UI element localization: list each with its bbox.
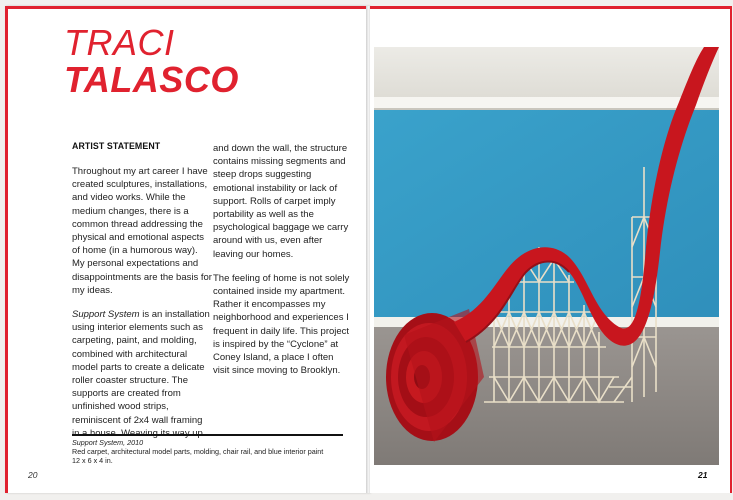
statement-column-2 [213, 142, 352, 388]
upper-wall [374, 47, 719, 99]
statement-paragraph-2-text: is an installation using interior elements such as carpeting, paint, and molding, combined with architectural model parts to create a delicate roller coaster structure. The supports are created from unfinished wood strips, reminiscent of 2x4 wall framing [72, 309, 210, 426]
artist-first-name: TRACI [64, 22, 175, 63]
photo-caption [72, 438, 357, 466]
statement-paragraph-2 [72, 308, 212, 440]
caption-dimensions: 12 x 6 x 4 in. [72, 456, 113, 466]
artist-last-name: TALASCO [64, 59, 239, 100]
artwork-photo [374, 47, 719, 465]
caption-title: Support System, 2010 [72, 438, 144, 447]
artist-statement-heading: ARTIST STATEMENT [72, 141, 161, 151]
caption-materials: Red carpet, architectural model parts, molding, chair rail, and blue interior paint [72, 447, 324, 457]
page-number-right: 21 [698, 470, 708, 480]
page-number-left: 20 [28, 470, 38, 480]
statement-column-1 [72, 165, 212, 451]
statement-paragraph-1: Throughout my art career I have created sculptures, installations, and video works. While the medium changes, there is a common thread addressing the physical and emotional aspects of home (in a humorous way). My personal expectations and disappointments are the basis for my ideas. [72, 166, 212, 296]
statement-paragraph-3: and down the wall, the structure contains missing segments and steep drops suggesting emotional instability or lack of support. Rolls of carpet imply portability as well as the psychological baggage we carry around with us, even after leaving our homes. [213, 143, 349, 260]
chair-rail-molding [374, 97, 719, 109]
molding-shadow [374, 108, 719, 110]
artwork-photo-svg [374, 47, 719, 465]
artwork-title-inline: Support System [72, 309, 140, 321]
caption-rule [72, 434, 343, 436]
statement-paragraph-4: The feeling of home is not solely contained inside my apartment. Rather it encompasses my neighborhood and experiences I frequent in daily life. This project is inspired by the “Cyclone” at Coney Island, a place I often visit since moving to Brooklyn. [213, 272, 350, 377]
